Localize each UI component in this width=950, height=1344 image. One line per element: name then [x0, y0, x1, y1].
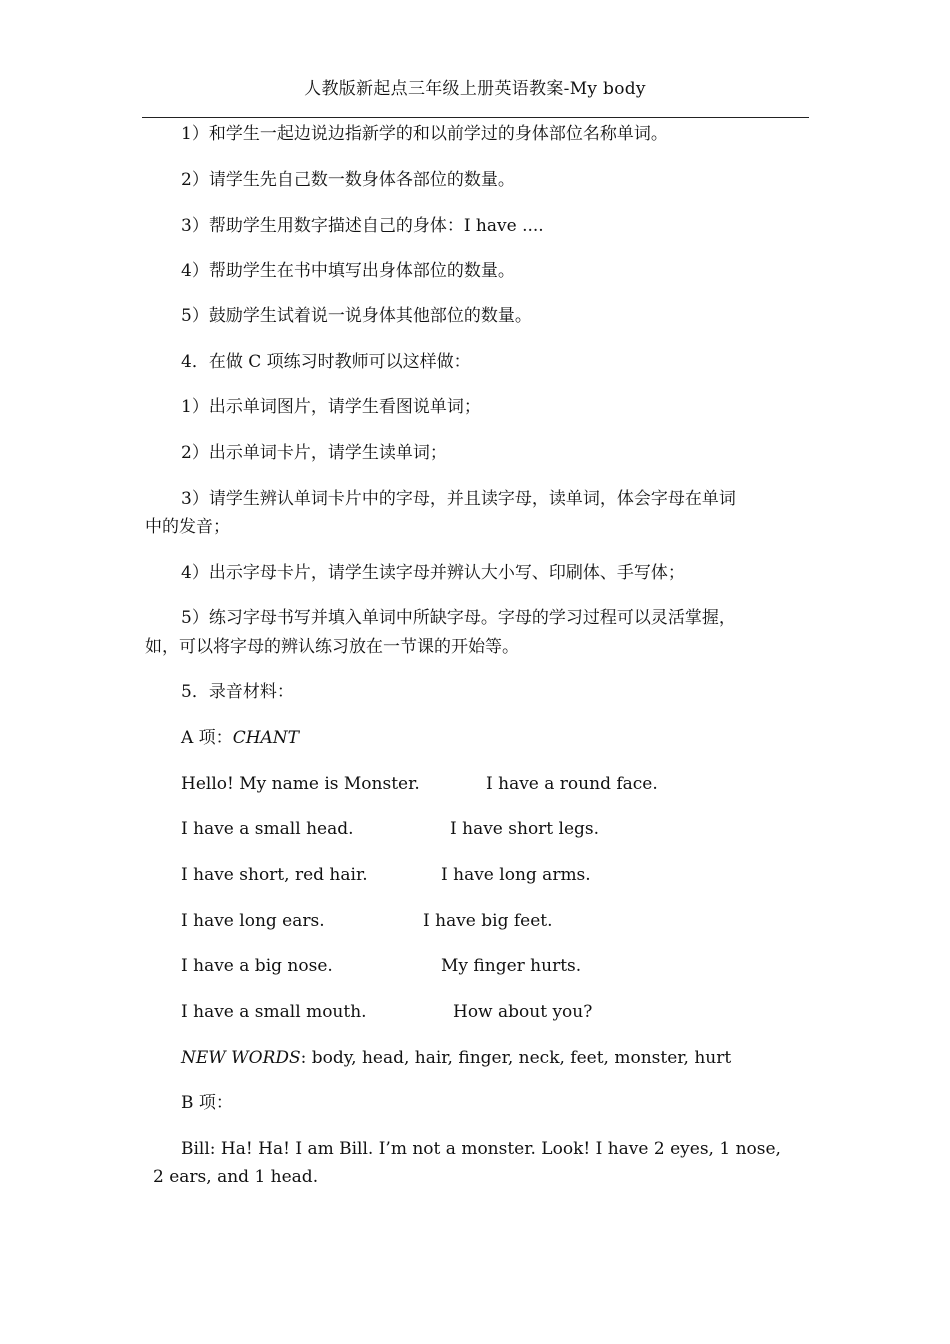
section-4-item-5-line-1: 5）练习字母书写并填入单词中所缺字母。字母的学习过程可以灵活掌握，: [181, 608, 736, 628]
chant-left-3: I have short, red hair.: [181, 865, 368, 885]
section-4-item-1: 1）出示单词图片，请学生看图说单词；: [181, 397, 481, 417]
section-4-item-3-line-2: 中的发音；: [145, 517, 230, 537]
new-words-label: NEW WORDS: [181, 1048, 301, 1068]
chant-right-3: I have long arms.: [441, 865, 591, 885]
chant-title: CHANT: [232, 728, 300, 748]
chant-left-6: I have a small mouth.: [181, 1002, 367, 1022]
section-b-label: B 项：: [181, 1093, 233, 1113]
step-3: 3）帮助学生用数字描述自己的身体：I have ....: [181, 216, 544, 236]
header-divider: [142, 117, 809, 118]
section-5-heading: 5．录音材料：: [181, 682, 294, 702]
step-1: 1）和学生一起边说边指新学的和以前学过的身体部位名称单词。: [181, 124, 668, 144]
step-4: 4）帮助学生在书中填写出身体部位的数量。: [181, 261, 515, 281]
new-words-list: : body, head, hair, finger, neck, feet, monster, hurt: [300, 1048, 732, 1068]
chant-left-1: Hello! My name is Monster.: [181, 774, 420, 794]
chant-left-5: I have a big nose.: [181, 956, 333, 976]
chant-left-4: I have long ears.: [181, 911, 325, 931]
chant-right-2: I have short legs.: [450, 819, 600, 839]
section-4-item-3-line-1: 3）请学生辨认单词卡片中的字母，并且读字母，读单词，体会字母在单词: [181, 489, 736, 509]
page-header-title: 人教版新起点三年级上册英语教案-My body: [304, 79, 646, 99]
bill-line-1: Bill: Ha! Ha! I am Bill. I’m not a monster. Look! I have 2 eyes, 1 nose,: [181, 1139, 781, 1159]
section-4-item-4: 4）出示字母卡片，请学生读字母并辨认大小写、印刷体、手写体；: [181, 563, 685, 583]
step-2: 2）请学生先自己数一数身体各部位的数量。: [181, 170, 515, 190]
a-label: A 项：: [181, 728, 233, 748]
bill-line-2: 2 ears, and 1 head.: [153, 1167, 319, 1187]
section-4-item-5-line-2: 如，可以将字母的辨认练习放在一节课的开始等。: [145, 637, 519, 657]
chant-right-4: I have big feet.: [423, 911, 553, 931]
section-4-item-2: 2）出示单词卡片，请学生读单词；: [181, 443, 447, 463]
chant-left-2: I have a small head.: [181, 819, 354, 839]
step-5: 5）鼓励学生试着说一说身体其他部位的数量。: [181, 306, 532, 326]
new-words-line: [181, 1048, 731, 1068]
chant-right-1: I have a round face.: [486, 774, 658, 794]
section-a-label: [181, 728, 299, 748]
chant-right-5: My finger hurts.: [441, 956, 582, 976]
section-4-heading: 4．在做 C 项练习时教师可以这样做：: [181, 352, 471, 372]
chant-right-6: How about you?: [453, 1002, 593, 1022]
